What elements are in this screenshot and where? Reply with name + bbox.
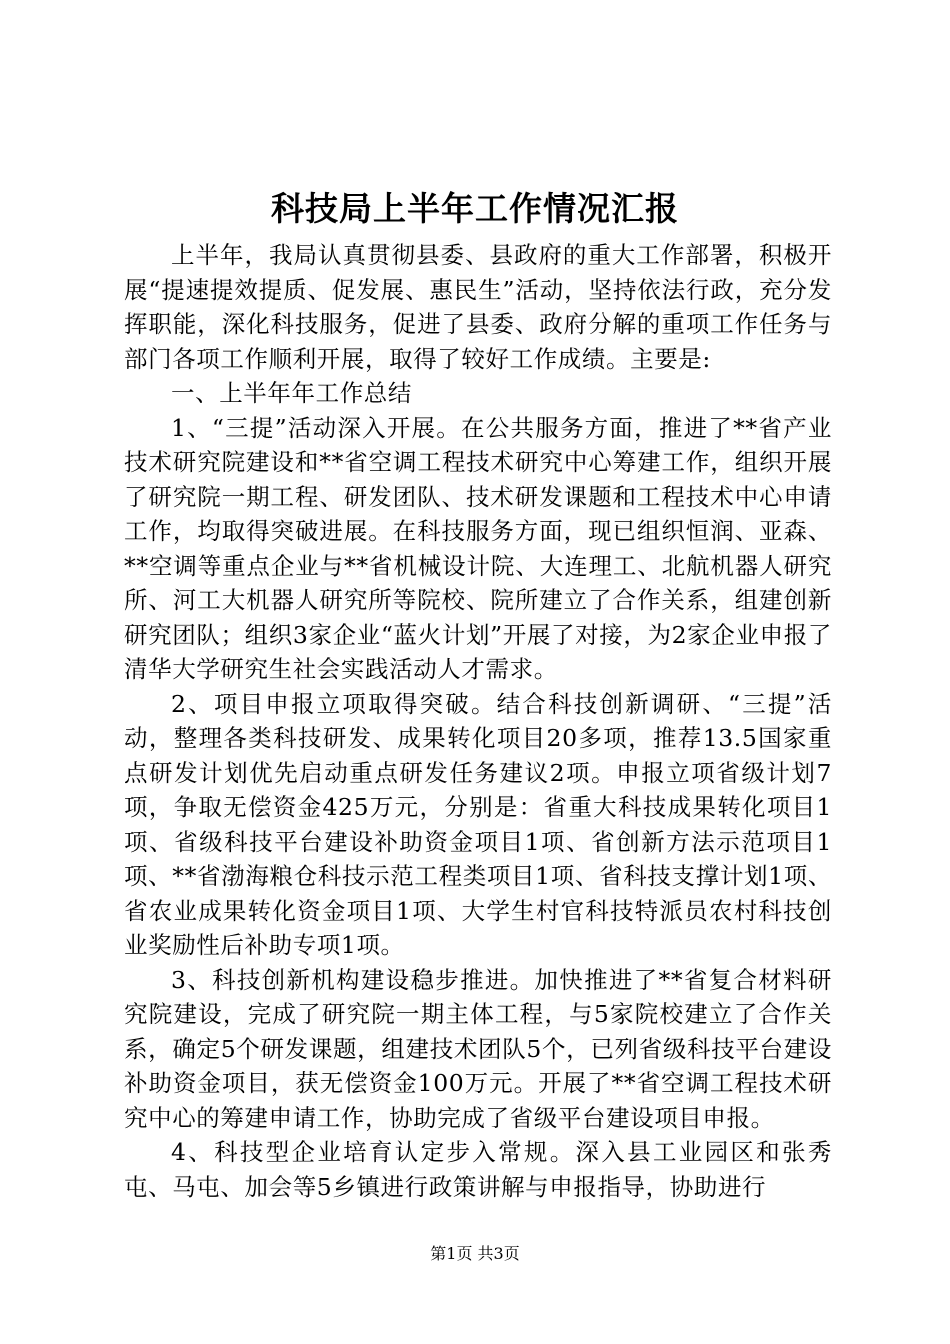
body-paragraph: 1、“三提”活动深入开展。在公共服务方面，推进了**省产业技术研究院建设和**省空调工程技术研究中心筹建工作，组织开展了研究院一期工程、研发团队、技术研发课题和工程技术中心申请工作，均取得突破进展。在科技服务方面，现已组织恒润、亚森、**空调等重点企业与**省机械设计院、大连理工、北航机器人研究所、河工大机器人研究所等院校、院所建立了合作关系，组建创新研究团队；组织3家企业“蓝火计划”开展了对接，为2家企业申报了清华大学研究生社会实践活动人才需求。 bbox=[124, 413, 832, 683]
body-paragraph: 2、项目申报立项取得突破。结合科技创新调研、“三提”活动，整理各类科技研发、成果转化项目20多项，推荐13.5国家重点研发计划优先启动重点研发任务建议2项。申报立项省级计划7项，争取无偿资金425万元，分别是：省重大科技成果转化项目1项、省级科技平台建设补助资金项目1项、省创新方法示范项目1项、**省渤海粮仓科技示范工程类项目1项、省科技支撑计划1项、省农业成果转化资金项目1项、大学生村官科技特派员农村科技创业奖励性后补助专项1项。 bbox=[124, 689, 832, 959]
body-paragraph: 3、科技创新机构建设稳步推进。加快推进了**省复合材料研究院建设，完成了研究院一期主体工程，与5家院校建立了合作关系，确定5个研发课题，组建技术团队5个，已列省级科技平台建设补助资金项目，获无偿资金100万元。开展了**省空调工程技术研究中心的筹建申请工作，协助完成了省级平台建设项目申报。 bbox=[124, 965, 832, 1132]
page-number-footer: 第1页 共3页 bbox=[430, 1244, 520, 1263]
intro-paragraph: 上半年，我局认真贯彻县委、县政府的重大工作部署，积极开展“提速提效提质、促发展、惠民生”活动，坚持依法行政，充分发挥职能，深化科技服务，促进了县委、政府分解的重项工作任务与部门各项工作顺利开展，取得了较好工作成绩。主要是: bbox=[124, 241, 832, 373]
document-body bbox=[124, 238, 832, 1204]
body-paragraph: 4、科技型企业培育认定步入常规。深入县工业园区和张秀屯、马屯、加会等5乡镇进行政策讲解与申报指导，协助进行 bbox=[124, 1138, 832, 1201]
section-heading: 一、上半年年工作总结 bbox=[171, 379, 412, 407]
document-title: 科技局上半年工作情况汇报 bbox=[271, 189, 679, 228]
